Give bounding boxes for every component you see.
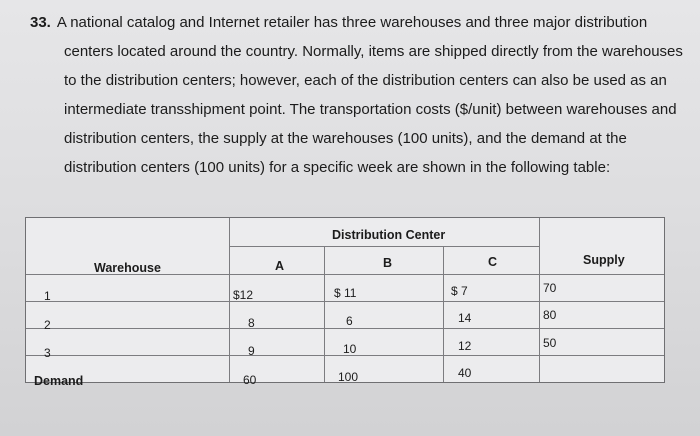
problem-line-6: distribution centers (100 units) for a specific week are shown in the following table:: [64, 159, 611, 176]
supply-cell: 70: [543, 281, 557, 295]
demand-label: Demand: [34, 374, 84, 388]
problem-number: 33.: [30, 14, 51, 31]
cost-cell: 6: [346, 314, 353, 328]
table-divider: [443, 246, 444, 382]
table-divider: [26, 301, 664, 302]
row-label: 3: [44, 346, 51, 360]
problem-line-1: [30, 8, 680, 37]
cost-cell: 8: [248, 316, 255, 330]
demand-cell: 40: [458, 366, 472, 380]
problem-statement: [30, 8, 683, 182]
supply-cell: 80: [543, 308, 557, 322]
cost-cell: 14: [458, 311, 472, 325]
problem-text-1: A national catalog and Internet retailer has three warehouses and three major distribution: [56, 14, 648, 31]
cost-cell: $12: [233, 288, 254, 302]
table-divider: [539, 218, 540, 382]
problem-line-4: intermediate transshipment point. The transportation costs ($/unit) between warehouses and: [64, 101, 677, 118]
cost-cell: 9: [248, 344, 255, 358]
distribution-center-header: Distribution Center: [332, 228, 446, 242]
table-divider: [324, 246, 325, 382]
table-divider: [229, 246, 539, 247]
problem-line-3: to the distribution centers; however, each of the distribution centers can also be used as an: [64, 72, 667, 89]
cost-cell: 10: [343, 342, 357, 356]
column-c-header: C: [488, 255, 498, 269]
problem-line-2: centers located around the country. Normally, items are shipped directly from the warehouses: [64, 43, 683, 60]
supply-header: Supply: [583, 253, 625, 267]
row-label: 2: [44, 318, 51, 332]
column-b-header: B: [383, 256, 393, 270]
cost-cell: 12: [458, 339, 472, 353]
problem-line-5: distribution centers, the supply at the warehouses (100 units), and the demand at the: [64, 130, 627, 147]
cost-cell: $ 11: [334, 286, 357, 300]
transportation-table: [25, 217, 665, 388]
table-divider: [26, 328, 664, 329]
column-a-header: A: [275, 259, 285, 273]
table-divider: [229, 218, 230, 382]
demand-cell: 100: [338, 370, 359, 384]
supply-cell: 50: [543, 336, 557, 350]
demand-cell: 60: [243, 373, 257, 387]
warehouse-header: Warehouse: [94, 261, 161, 275]
row-label: 1: [44, 289, 51, 303]
cost-cell: $ 7: [451, 284, 468, 298]
